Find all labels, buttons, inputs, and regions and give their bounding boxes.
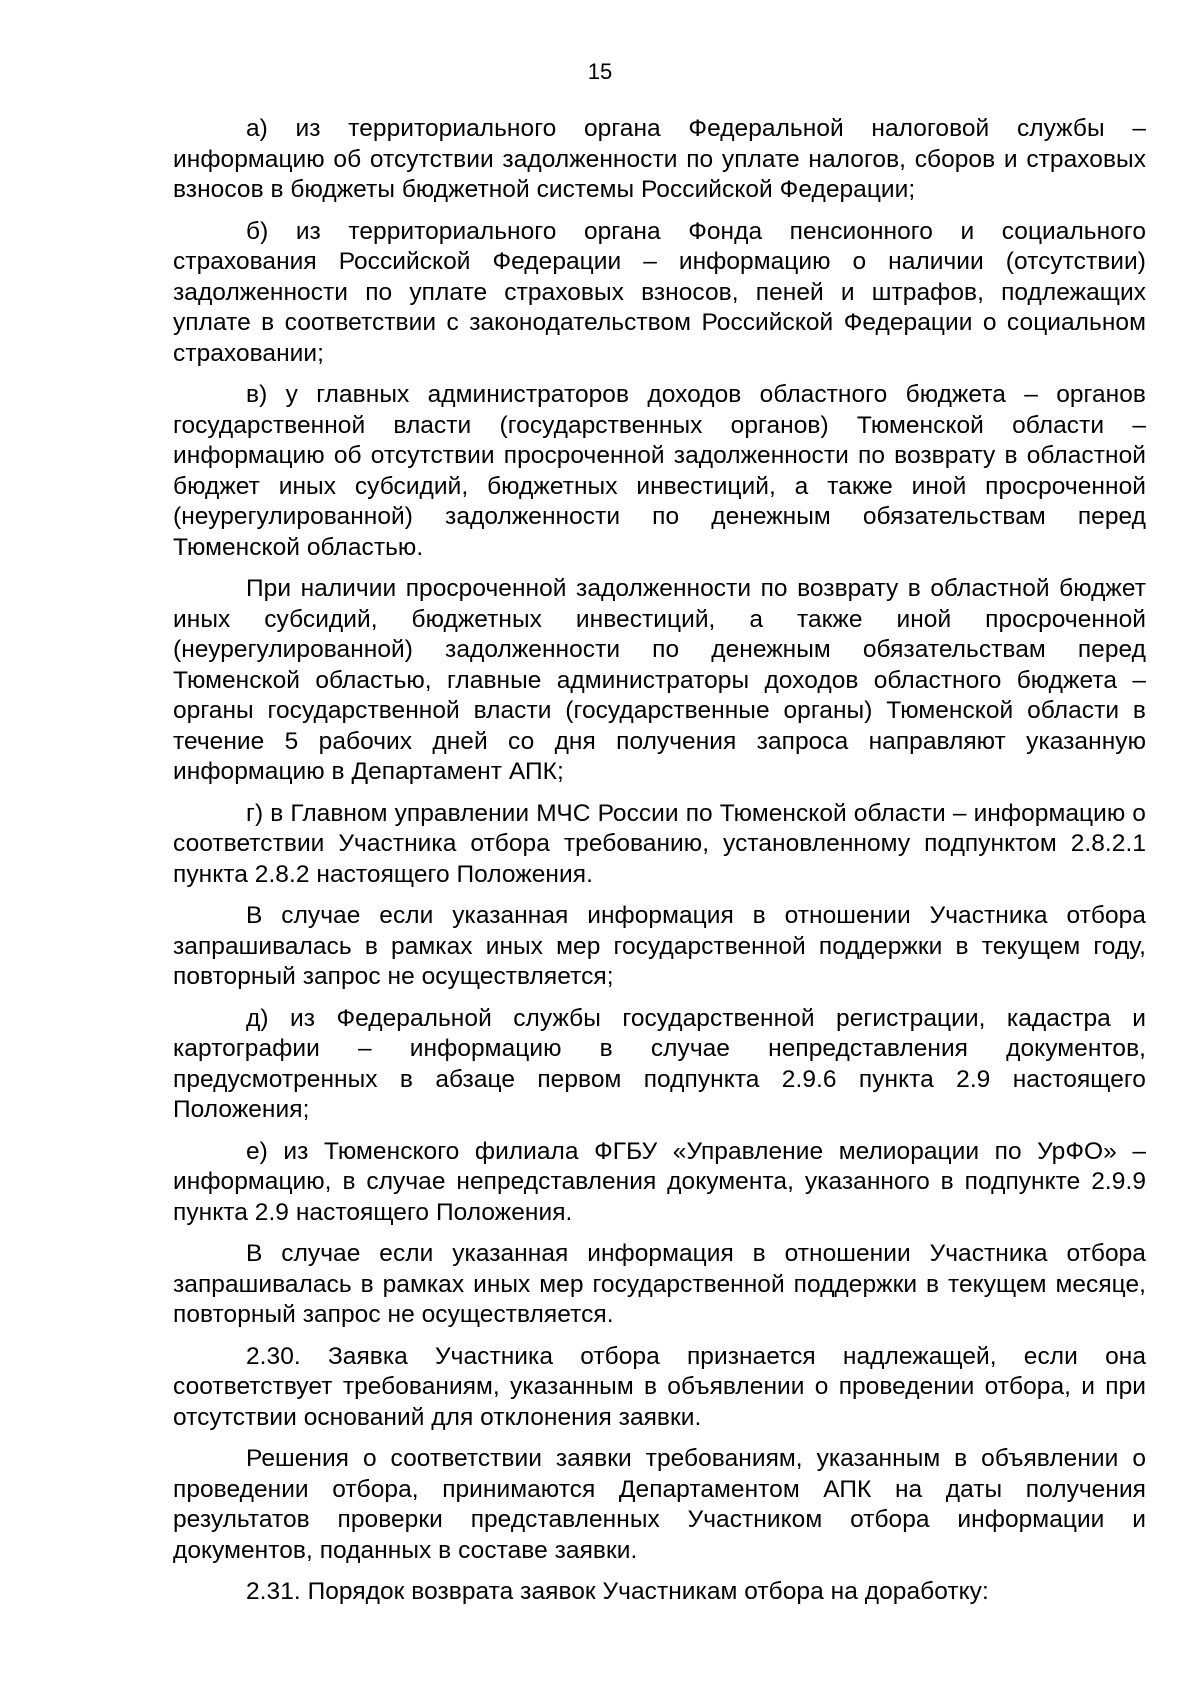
paragraph-a-tax-service: а) из территориального органа Федеральной налоговой службы – информацию об отсутствии задолженности по уплате налогов, сборов и страховых взносов в бюджеты бюджетной системы Российской Федерации; bbox=[173, 115, 1146, 203]
paragraph-v-budget-administrators: в) у главных администраторов доходов областного бюджета – органов государственной власти (государственных органов) Тюменской области – информацию об отсутствии просроченной задолженности по возврату в областной бюджет иных субсидий, бюджетных инвестиций, а также иной просроченной (неурегулированной) задолженности по денежным обязательствам перед Тюменской областью. bbox=[173, 381, 1146, 561]
document-body bbox=[173, 114, 1146, 1619]
paragraph-2-30-application-valid: 2.30. Заявка Участника отбора признается надлежащей, если она соответствует требованиям, указанным в объявлении о проведении отбора, и при отсутствии оснований для отклонения заявки. bbox=[173, 1342, 1146, 1431]
paragraph-2-31-return-procedure: 2.31. Порядок возврата заявок Участникам отбора на доработку: bbox=[246, 1578, 989, 1605]
page-number: 15 bbox=[587, 59, 613, 84]
paragraph-e-melioration-branch: е) из Тюменского филиала ФГБУ «Управление мелиорации по УрФО» – информацию, в случае непредставления документа, указанного в подпункте 2.9.9 пункта 2.9 настоящего Положения. bbox=[173, 1137, 1146, 1226]
paragraph-repeat-request-month: В случае если указанная информация в отношении Участника отбора запрашивалась в рамках иных мер государственной поддержки в текущем месяце, повторный запрос не осуществляется. bbox=[173, 1240, 1146, 1328]
paragraph-b-pension-fund: б) из территориального органа Фонда пенсионного и социального страхования Российской Федерации – информацию о наличии (отсутствии) задолженности по уплате страховых взносов, пеней и штрафов, подлежащих уплате в соответствии с законодательством Российской Федерации о социальном страховании; bbox=[173, 217, 1146, 367]
paragraph-repeat-request-year: В случае если указанная информация в отношении Участника отбора запрашивалась в рамках иных мер государственной поддержки в текущем году, повторный запрос не осуществляется; bbox=[173, 902, 1146, 990]
paragraph-g-emergency-ministry: г) в Главном управлении МЧС России по Тюменской области – информацию о соответствии Участника отбора требованию, установленному подпунктом 2.8.2.1 пункта 2.8.2 настоящего Положения. bbox=[173, 799, 1146, 888]
paragraph-decision-compliance: Решения о соответствии заявки требованиям, указанным в объявлении о проведении отбора, принимаются Департаментом АПК на даты получения результатов проверки представленных Участником отбора информации и документов, поданных в составе заявки. bbox=[173, 1445, 1146, 1564]
paragraph-overdue-debt: При наличии просроченной задолженности по возврату в областной бюджет иных субсидий, бюджетных инвестиций, а также иной просроченной (неурегулированной) задолженности по денежным обязательствам перед Тюменской областью, главные администраторы доходов областного бюджета – органы государственной власти (государственные органы) Тюменской области в течение 5 рабочих дней со дня получения запроса направляют указанную информацию в Департамент АПК; bbox=[173, 575, 1146, 785]
paragraph-d-registration-service: д) из Федеральной службы государственной регистрации, кадастра и картографии – информацию в случае непредставления документов, предусмотренных в абзаце первом подпункта 2.9.6 пункта 2.9 настоящего Положения; bbox=[173, 1004, 1146, 1123]
